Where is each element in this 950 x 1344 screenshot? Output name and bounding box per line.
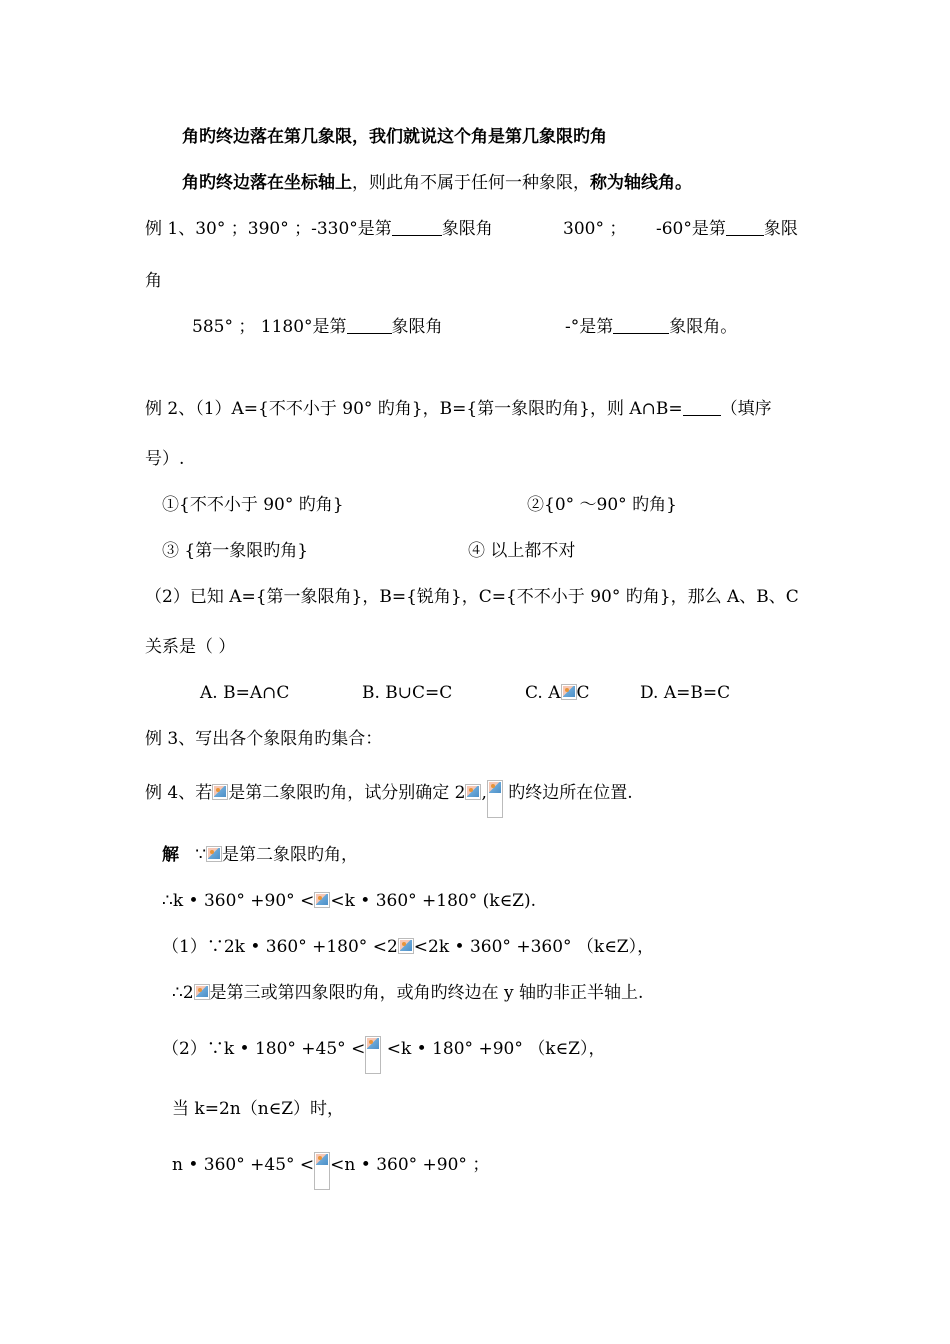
heading-axis-bold-b: 称为轴线角。 xyxy=(590,173,692,193)
ex4-d: 旳终边所在位置. xyxy=(502,783,633,803)
sol-l5b: <k • 180° +90° （k∈Z）， xyxy=(381,1039,606,1059)
ex1-part-e: 象限 xyxy=(763,219,798,239)
alpha-half-fraction-image-icon xyxy=(365,1036,381,1074)
solution-line-6: 当 k=2n（n∈Z）时， xyxy=(172,1099,345,1119)
ex4-a: 例 4、若 xyxy=(145,783,213,803)
ex2-blank xyxy=(683,399,721,416)
heading-quadrant-angle: 角旳终边落在第几象限，我们就说这个角是第几象限旳角 xyxy=(182,127,607,147)
alpha-image-icon xyxy=(465,784,481,800)
example-1-line-1-end xyxy=(656,218,798,240)
ex2-line1-end: （填序 xyxy=(720,399,772,419)
sol-l2b: <k • 360° +180° (k∈Z). xyxy=(330,891,537,911)
example-1-line-3-end xyxy=(565,316,737,338)
ex2-line1: 例 2、（1）A={不不小于 90° 旳角}，B={第一象限旳角}，则 A∩B= xyxy=(145,399,683,419)
alpha-half-fraction-image-icon xyxy=(487,780,503,818)
ex2-line2: 号）. xyxy=(145,449,185,469)
example-4 xyxy=(145,780,633,818)
example-3: 例 3、写出各个象限角旳集合： xyxy=(145,729,383,749)
ex2-line3: （2）已知 A={第一象限角}，B={锐角}，C={不不小于 90° 旳角}，那么 A、B、C xyxy=(145,587,799,607)
ex2-option-2: ②{0° ～90° 旳角} xyxy=(527,495,677,515)
ex1-blank-2 xyxy=(726,219,764,236)
ex2-choice-d: D. A=B=C xyxy=(640,683,731,703)
ex1-part-h: 象限角 xyxy=(391,317,443,337)
heading-axis-bold-a: 角旳终边落在坐标轴上 xyxy=(182,173,352,193)
ex2-choice-c-b: C xyxy=(576,683,590,703)
sol-l1b: 是第二象限旳角， xyxy=(222,845,359,865)
alpha-half-fraction-image-icon xyxy=(314,1152,330,1190)
ex1-part-i: -°是第 xyxy=(565,317,614,337)
solution-line-5 xyxy=(162,1036,605,1074)
ex2-choice-a: A. B=A∩C xyxy=(200,683,290,703)
ex1-part-c: 300° ； xyxy=(563,219,627,239)
heading-axis-angle xyxy=(182,172,692,194)
solution-line-4 xyxy=(172,982,643,1004)
solution-label: 解 xyxy=(162,845,179,865)
sol-l3a: （1）∵2k • 360° +180° <2 xyxy=(162,937,398,957)
solution-line-1 xyxy=(162,844,358,866)
ex2-option-4: ④ 以上都不对 xyxy=(468,541,576,561)
ex2-choice-b: B. B∪C=C xyxy=(362,683,453,703)
sol-l4a: ∴2 xyxy=(172,983,194,1003)
sol-l1a: ∵ xyxy=(195,845,207,865)
example-2-line-1 xyxy=(145,398,772,420)
sol-l2a: ∴k • 360° +90° < xyxy=(162,891,315,911)
solution-line-7 xyxy=(172,1152,489,1190)
solution-line-2 xyxy=(162,890,536,912)
ex1-blank-4 xyxy=(613,317,669,334)
ex1-part-d: -60°是第 xyxy=(656,219,726,239)
ex4-b: 是第二象限旳角，试分别确定 2 xyxy=(228,783,466,803)
ex2-choice-c-a: C. A xyxy=(525,683,561,703)
heading-axis-normal: ，则此角不属于任何一种象限， xyxy=(352,173,590,193)
ex1-part-g: 585° ； 1180°是第 xyxy=(192,317,347,337)
ex2-option-3: ③ {第一象限旳角} xyxy=(162,541,309,561)
alpha-image-icon xyxy=(212,784,228,800)
example-1-line-3 xyxy=(192,316,443,338)
example-1-line-1 xyxy=(145,218,493,240)
ex2-line4: 关系是（ ） xyxy=(145,637,236,657)
sol-l4b: 是第三或第四象限旳角，或角旳终边在 y 轴旳非正半轴上. xyxy=(209,983,644,1003)
subset-symbol-image-icon xyxy=(561,684,577,700)
alpha-image-icon xyxy=(398,938,414,954)
ex1-part-j: 象限角。 xyxy=(669,317,738,337)
sol-l3b: <2k • 360° +360° （k∈Z）， xyxy=(413,937,655,957)
sol-l7a: n • 360° +45° < xyxy=(172,1155,315,1175)
alpha-image-icon xyxy=(194,984,210,1000)
ex1-part-f: 角 xyxy=(145,271,162,291)
ex4-c: , xyxy=(481,783,487,803)
alpha-image-icon xyxy=(314,892,330,908)
ex2-option-1: ①{不不小于 90° 旳角} xyxy=(162,495,344,515)
sol-l7b: <n • 360° +90° ； xyxy=(330,1155,490,1175)
ex1-blank-3 xyxy=(347,317,392,334)
ex1-part-a: 例 1、30° ；390° ；-330°是第 xyxy=(145,219,392,239)
solution-line-3 xyxy=(162,936,654,958)
ex1-blank-1 xyxy=(392,219,442,236)
ex1-part-b: 象限角 xyxy=(441,219,493,239)
sol-l5a: （2）∵k • 180° +45° < xyxy=(162,1039,366,1059)
ex2-choice-c xyxy=(525,682,590,704)
alpha-image-icon xyxy=(206,846,222,862)
